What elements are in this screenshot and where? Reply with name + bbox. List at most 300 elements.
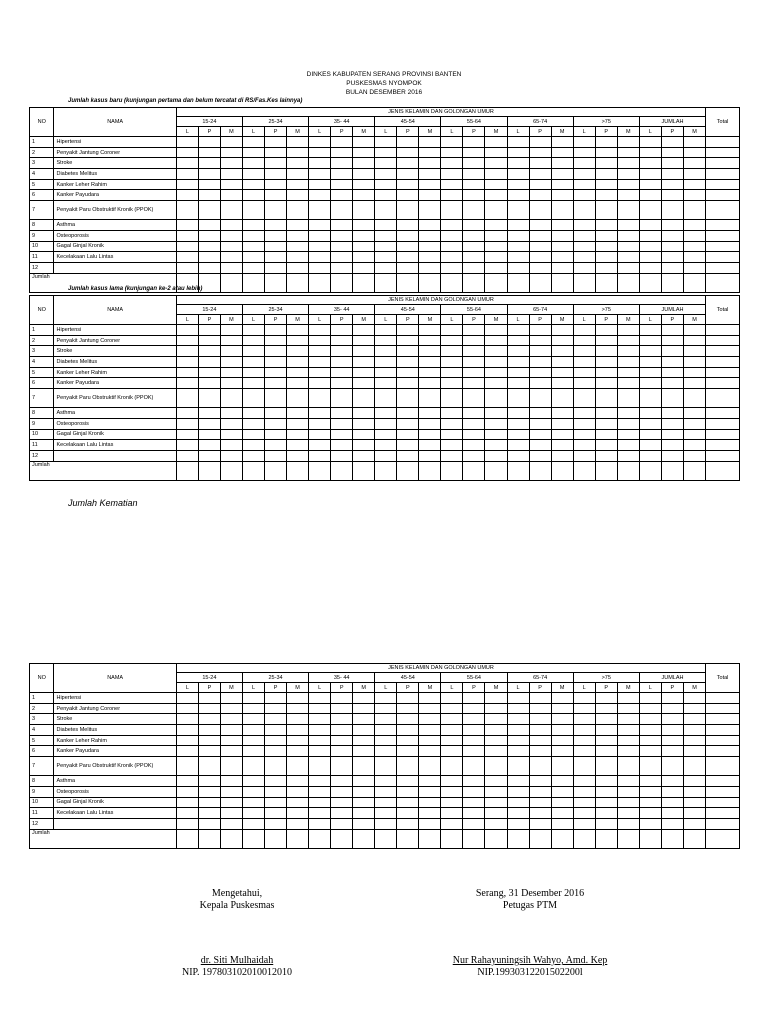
row-no: 12	[30, 818, 54, 829]
data-cell	[595, 357, 617, 368]
data-cell	[507, 137, 529, 148]
data-cell	[397, 179, 419, 190]
data-cell	[441, 137, 463, 148]
data-cell	[661, 273, 683, 292]
data-cell	[706, 367, 740, 378]
data-cell	[176, 714, 198, 725]
data-cell	[661, 158, 683, 169]
data-cell	[198, 137, 220, 148]
data-cell	[639, 190, 661, 201]
header-sub-col: L	[441, 127, 463, 137]
data-cell	[683, 440, 705, 451]
header-age-group: 55-64	[441, 305, 507, 315]
data-cell	[706, 230, 740, 241]
row-no: 8	[30, 220, 54, 231]
data-cell	[198, 703, 220, 714]
data-cell	[331, 201, 353, 220]
data-cell	[551, 179, 573, 190]
data-cell	[242, 357, 264, 368]
header-sub-col: M	[617, 127, 639, 137]
data-cell	[617, 252, 639, 263]
data-cell	[419, 746, 441, 757]
data-cell	[551, 776, 573, 787]
data-cell	[265, 262, 287, 273]
data-cell	[265, 346, 287, 357]
data-cell	[242, 169, 264, 180]
data-cell	[706, 418, 740, 429]
data-cell	[507, 325, 529, 336]
data-cell	[573, 147, 595, 158]
data-cell	[220, 693, 242, 704]
header-age-group: JUMLAH	[639, 117, 705, 127]
data-cell	[176, 158, 198, 169]
data-cell	[419, 735, 441, 746]
data-cell	[242, 262, 264, 273]
data-cell	[485, 818, 507, 829]
data-cell	[617, 389, 639, 408]
data-cell	[397, 440, 419, 451]
data-cell	[529, 230, 551, 241]
data-cell	[507, 230, 529, 241]
data-cell	[397, 325, 419, 336]
header-no: NO	[30, 664, 54, 693]
row-nama: Kecelakaan Lalu Lintas	[54, 252, 176, 263]
data-cell	[573, 808, 595, 819]
data-cell	[176, 450, 198, 461]
data-cell	[242, 429, 264, 440]
data-cell	[309, 714, 331, 725]
header-total: Total	[706, 108, 740, 137]
data-cell	[507, 408, 529, 419]
data-cell	[706, 746, 740, 757]
data-cell	[198, 357, 220, 368]
header-sub-col: M	[551, 127, 573, 137]
row-nama: Asthma	[54, 408, 176, 419]
data-cell	[265, 703, 287, 714]
header-age-group: 15-24	[176, 117, 242, 127]
data-cell	[463, 241, 485, 252]
row-no: 5	[30, 179, 54, 190]
data-cell	[639, 273, 661, 292]
header-sub-col: L	[242, 127, 264, 137]
header-sub-col: L	[176, 127, 198, 137]
data-cell	[485, 429, 507, 440]
data-cell	[287, 693, 309, 704]
data-cell	[485, 808, 507, 819]
caption-kasus-lama: Jumlah kasus lama (kunjungan ke-2 atau lebih)	[68, 286, 203, 292]
data-cell	[331, 367, 353, 378]
data-cell	[441, 147, 463, 158]
data-cell	[287, 241, 309, 252]
data-cell	[595, 367, 617, 378]
data-cell	[639, 147, 661, 158]
row-no: 12	[30, 450, 54, 461]
header-age-group: 35- 44	[309, 305, 375, 315]
data-cell	[198, 757, 220, 776]
data-cell	[706, 137, 740, 148]
data-cell	[661, 735, 683, 746]
data-cell	[220, 818, 242, 829]
data-cell	[661, 714, 683, 725]
data-cell	[242, 389, 264, 408]
data-cell	[441, 808, 463, 819]
data-cell	[617, 367, 639, 378]
table-row	[30, 429, 740, 440]
data-cell	[353, 252, 375, 263]
row-nama: Kanker Leher Rahim	[54, 179, 176, 190]
data-cell	[507, 714, 529, 725]
data-cell	[375, 367, 397, 378]
header-no: NO	[30, 108, 54, 137]
data-cell	[220, 346, 242, 357]
data-cell	[639, 137, 661, 148]
row-nama: Hipertensi	[54, 325, 176, 336]
data-cell	[683, 757, 705, 776]
data-cell	[661, 169, 683, 180]
data-cell	[463, 252, 485, 263]
data-cell	[441, 461, 463, 480]
table-row	[30, 440, 740, 451]
data-cell	[331, 746, 353, 757]
data-cell	[419, 169, 441, 180]
data-cell	[661, 725, 683, 736]
data-cell	[198, 241, 220, 252]
data-cell	[551, 346, 573, 357]
table-row	[30, 378, 740, 389]
data-cell	[220, 776, 242, 787]
data-cell	[375, 808, 397, 819]
data-cell	[441, 241, 463, 252]
data-cell	[309, 725, 331, 736]
data-cell	[485, 389, 507, 408]
data-cell	[265, 714, 287, 725]
data-cell	[242, 179, 264, 190]
row-nama: Kecelakaan Lalu Lintas	[54, 440, 176, 451]
row-nama: Stroke	[54, 158, 176, 169]
data-cell	[331, 169, 353, 180]
data-cell	[265, 429, 287, 440]
data-cell	[220, 137, 242, 148]
data-cell	[265, 367, 287, 378]
data-cell	[198, 262, 220, 273]
row-no: 12	[30, 262, 54, 273]
data-cell	[265, 190, 287, 201]
data-cell	[639, 179, 661, 190]
data-cell	[242, 230, 264, 241]
data-cell	[617, 703, 639, 714]
data-cell	[463, 230, 485, 241]
data-cell	[595, 725, 617, 736]
data-cell	[529, 252, 551, 263]
data-cell	[661, 797, 683, 808]
data-cell	[573, 693, 595, 704]
data-cell	[198, 786, 220, 797]
data-cell	[375, 346, 397, 357]
data-cell	[331, 230, 353, 241]
data-cell	[639, 714, 661, 725]
data-cell	[242, 735, 264, 746]
data-cell	[463, 220, 485, 231]
data-cell	[176, 797, 198, 808]
data-cell	[507, 818, 529, 829]
data-cell	[265, 418, 287, 429]
data-cell	[441, 714, 463, 725]
data-cell	[353, 429, 375, 440]
data-cell	[639, 450, 661, 461]
data-cell	[595, 158, 617, 169]
table-row	[30, 190, 740, 201]
data-cell	[573, 220, 595, 231]
data-cell	[529, 241, 551, 252]
data-cell	[309, 829, 331, 848]
data-cell	[661, 252, 683, 263]
data-cell	[551, 241, 573, 252]
data-cell	[309, 252, 331, 263]
data-cell	[353, 262, 375, 273]
data-cell	[507, 262, 529, 273]
data-cell	[529, 147, 551, 158]
table-row	[30, 408, 740, 419]
data-cell	[573, 776, 595, 787]
data-cell	[639, 346, 661, 357]
data-cell	[265, 325, 287, 336]
data-cell	[176, 786, 198, 797]
data-cell	[683, 818, 705, 829]
data-cell	[683, 693, 705, 704]
row-no: 2	[30, 335, 54, 346]
data-cell	[463, 818, 485, 829]
data-cell	[485, 703, 507, 714]
data-cell	[419, 808, 441, 819]
data-cell	[220, 262, 242, 273]
table-header-row	[30, 664, 740, 673]
data-cell	[639, 357, 661, 368]
data-cell	[265, 808, 287, 819]
data-cell	[463, 378, 485, 389]
data-cell	[242, 378, 264, 389]
table-row	[30, 776, 740, 787]
signature-right-line1: Serang, 31 Desember 2016	[475, 888, 585, 899]
data-cell	[573, 169, 595, 180]
data-cell	[309, 389, 331, 408]
data-cell	[265, 357, 287, 368]
data-cell	[419, 776, 441, 787]
data-cell	[507, 378, 529, 389]
data-cell	[419, 797, 441, 808]
data-cell	[331, 220, 353, 231]
data-cell	[463, 137, 485, 148]
data-cell	[397, 220, 419, 231]
data-cell	[485, 262, 507, 273]
data-cell	[309, 757, 331, 776]
data-cell	[287, 808, 309, 819]
data-cell	[176, 746, 198, 757]
data-cell	[683, 429, 705, 440]
data-cell	[176, 389, 198, 408]
data-cell	[375, 693, 397, 704]
data-cell	[617, 418, 639, 429]
data-cell	[419, 147, 441, 158]
header-sub-col: M	[220, 315, 242, 325]
row-nama: Diabetes Melitus	[54, 169, 176, 180]
data-cell	[309, 158, 331, 169]
data-cell	[353, 461, 375, 480]
data-cell	[573, 357, 595, 368]
row-nama: Penyakit Paru Obstruktif Kronik (PPOK)	[54, 757, 176, 776]
data-cell	[309, 335, 331, 346]
header-sub-col: L	[573, 315, 595, 325]
data-cell	[176, 346, 198, 357]
data-cell	[375, 829, 397, 848]
table-kasus-baru	[29, 107, 740, 293]
data-cell	[639, 776, 661, 787]
data-cell	[265, 829, 287, 848]
data-cell	[441, 776, 463, 787]
table-header-row	[30, 108, 740, 117]
row-no: 6	[30, 378, 54, 389]
data-cell	[287, 440, 309, 451]
data-cell	[507, 147, 529, 158]
data-cell	[397, 429, 419, 440]
data-cell	[353, 190, 375, 201]
data-cell	[309, 179, 331, 190]
row-nama: Gagal Ginjal Kronik	[54, 797, 176, 808]
data-cell	[353, 746, 375, 757]
data-cell	[485, 725, 507, 736]
data-cell	[397, 746, 419, 757]
data-cell	[397, 241, 419, 252]
data-cell	[529, 829, 551, 848]
data-cell	[595, 786, 617, 797]
data-cell	[353, 367, 375, 378]
header-sub-col: L	[441, 683, 463, 693]
data-cell	[706, 703, 740, 714]
data-cell	[198, 818, 220, 829]
header-sub-col: M	[485, 315, 507, 325]
header-sub-col: L	[375, 127, 397, 137]
data-cell	[573, 818, 595, 829]
data-cell	[595, 461, 617, 480]
data-cell	[463, 158, 485, 169]
data-cell	[375, 418, 397, 429]
data-cell	[595, 190, 617, 201]
data-cell	[220, 829, 242, 848]
data-cell	[507, 335, 529, 346]
data-cell	[375, 241, 397, 252]
data-cell	[639, 797, 661, 808]
data-cell	[375, 220, 397, 231]
data-cell	[419, 757, 441, 776]
data-cell	[683, 378, 705, 389]
signature-left	[157, 888, 317, 979]
data-cell	[683, 735, 705, 746]
data-cell	[375, 746, 397, 757]
data-cell	[242, 725, 264, 736]
data-cell	[595, 137, 617, 148]
data-cell	[683, 776, 705, 787]
header-sub-col: P	[397, 315, 419, 325]
data-cell	[397, 262, 419, 273]
data-cell	[220, 746, 242, 757]
data-cell	[441, 797, 463, 808]
data-cell	[463, 147, 485, 158]
data-cell	[661, 190, 683, 201]
data-cell	[639, 241, 661, 252]
header-nama: NAMA	[54, 296, 176, 325]
data-cell	[573, 190, 595, 201]
data-cell	[242, 220, 264, 231]
data-cell	[595, 746, 617, 757]
header-sub-col: L	[309, 683, 331, 693]
data-cell	[176, 220, 198, 231]
data-cell	[617, 346, 639, 357]
header-sub-col: L	[176, 315, 198, 325]
header-sub-col: L	[639, 315, 661, 325]
table-row	[30, 220, 740, 231]
data-cell	[375, 735, 397, 746]
data-cell	[441, 367, 463, 378]
data-cell	[463, 201, 485, 220]
data-cell	[242, 346, 264, 357]
data-cell	[309, 440, 331, 451]
data-cell	[661, 335, 683, 346]
data-cell	[661, 201, 683, 220]
table-kasus-lama	[29, 295, 740, 481]
data-cell	[639, 746, 661, 757]
data-cell	[507, 429, 529, 440]
data-cell	[485, 714, 507, 725]
data-cell	[551, 273, 573, 292]
data-cell	[309, 418, 331, 429]
header-age-group: >75	[573, 673, 639, 683]
data-cell	[639, 818, 661, 829]
data-cell	[198, 378, 220, 389]
data-cell	[309, 325, 331, 336]
row-nama: Hipertensi	[54, 137, 176, 148]
data-cell	[375, 797, 397, 808]
row-nama: Kanker Leher Rahim	[54, 367, 176, 378]
data-cell	[353, 408, 375, 419]
data-cell	[331, 357, 353, 368]
data-cell	[353, 335, 375, 346]
data-cell	[309, 818, 331, 829]
data-cell	[265, 230, 287, 241]
data-cell	[551, 429, 573, 440]
data-cell	[220, 378, 242, 389]
data-cell	[639, 252, 661, 263]
data-cell	[485, 735, 507, 746]
data-cell	[375, 378, 397, 389]
data-cell	[551, 378, 573, 389]
data-cell	[639, 808, 661, 819]
data-cell	[529, 262, 551, 273]
data-cell	[309, 346, 331, 357]
data-cell	[309, 408, 331, 419]
data-cell	[220, 450, 242, 461]
data-cell	[198, 158, 220, 169]
signature-right	[430, 888, 630, 979]
data-cell	[573, 746, 595, 757]
data-cell	[176, 201, 198, 220]
data-cell	[287, 797, 309, 808]
header-sub-col: M	[419, 127, 441, 137]
data-cell	[463, 346, 485, 357]
data-cell	[706, 786, 740, 797]
data-cell	[661, 808, 683, 819]
header-sub-col: P	[463, 315, 485, 325]
data-cell	[595, 829, 617, 848]
data-cell	[706, 346, 740, 357]
